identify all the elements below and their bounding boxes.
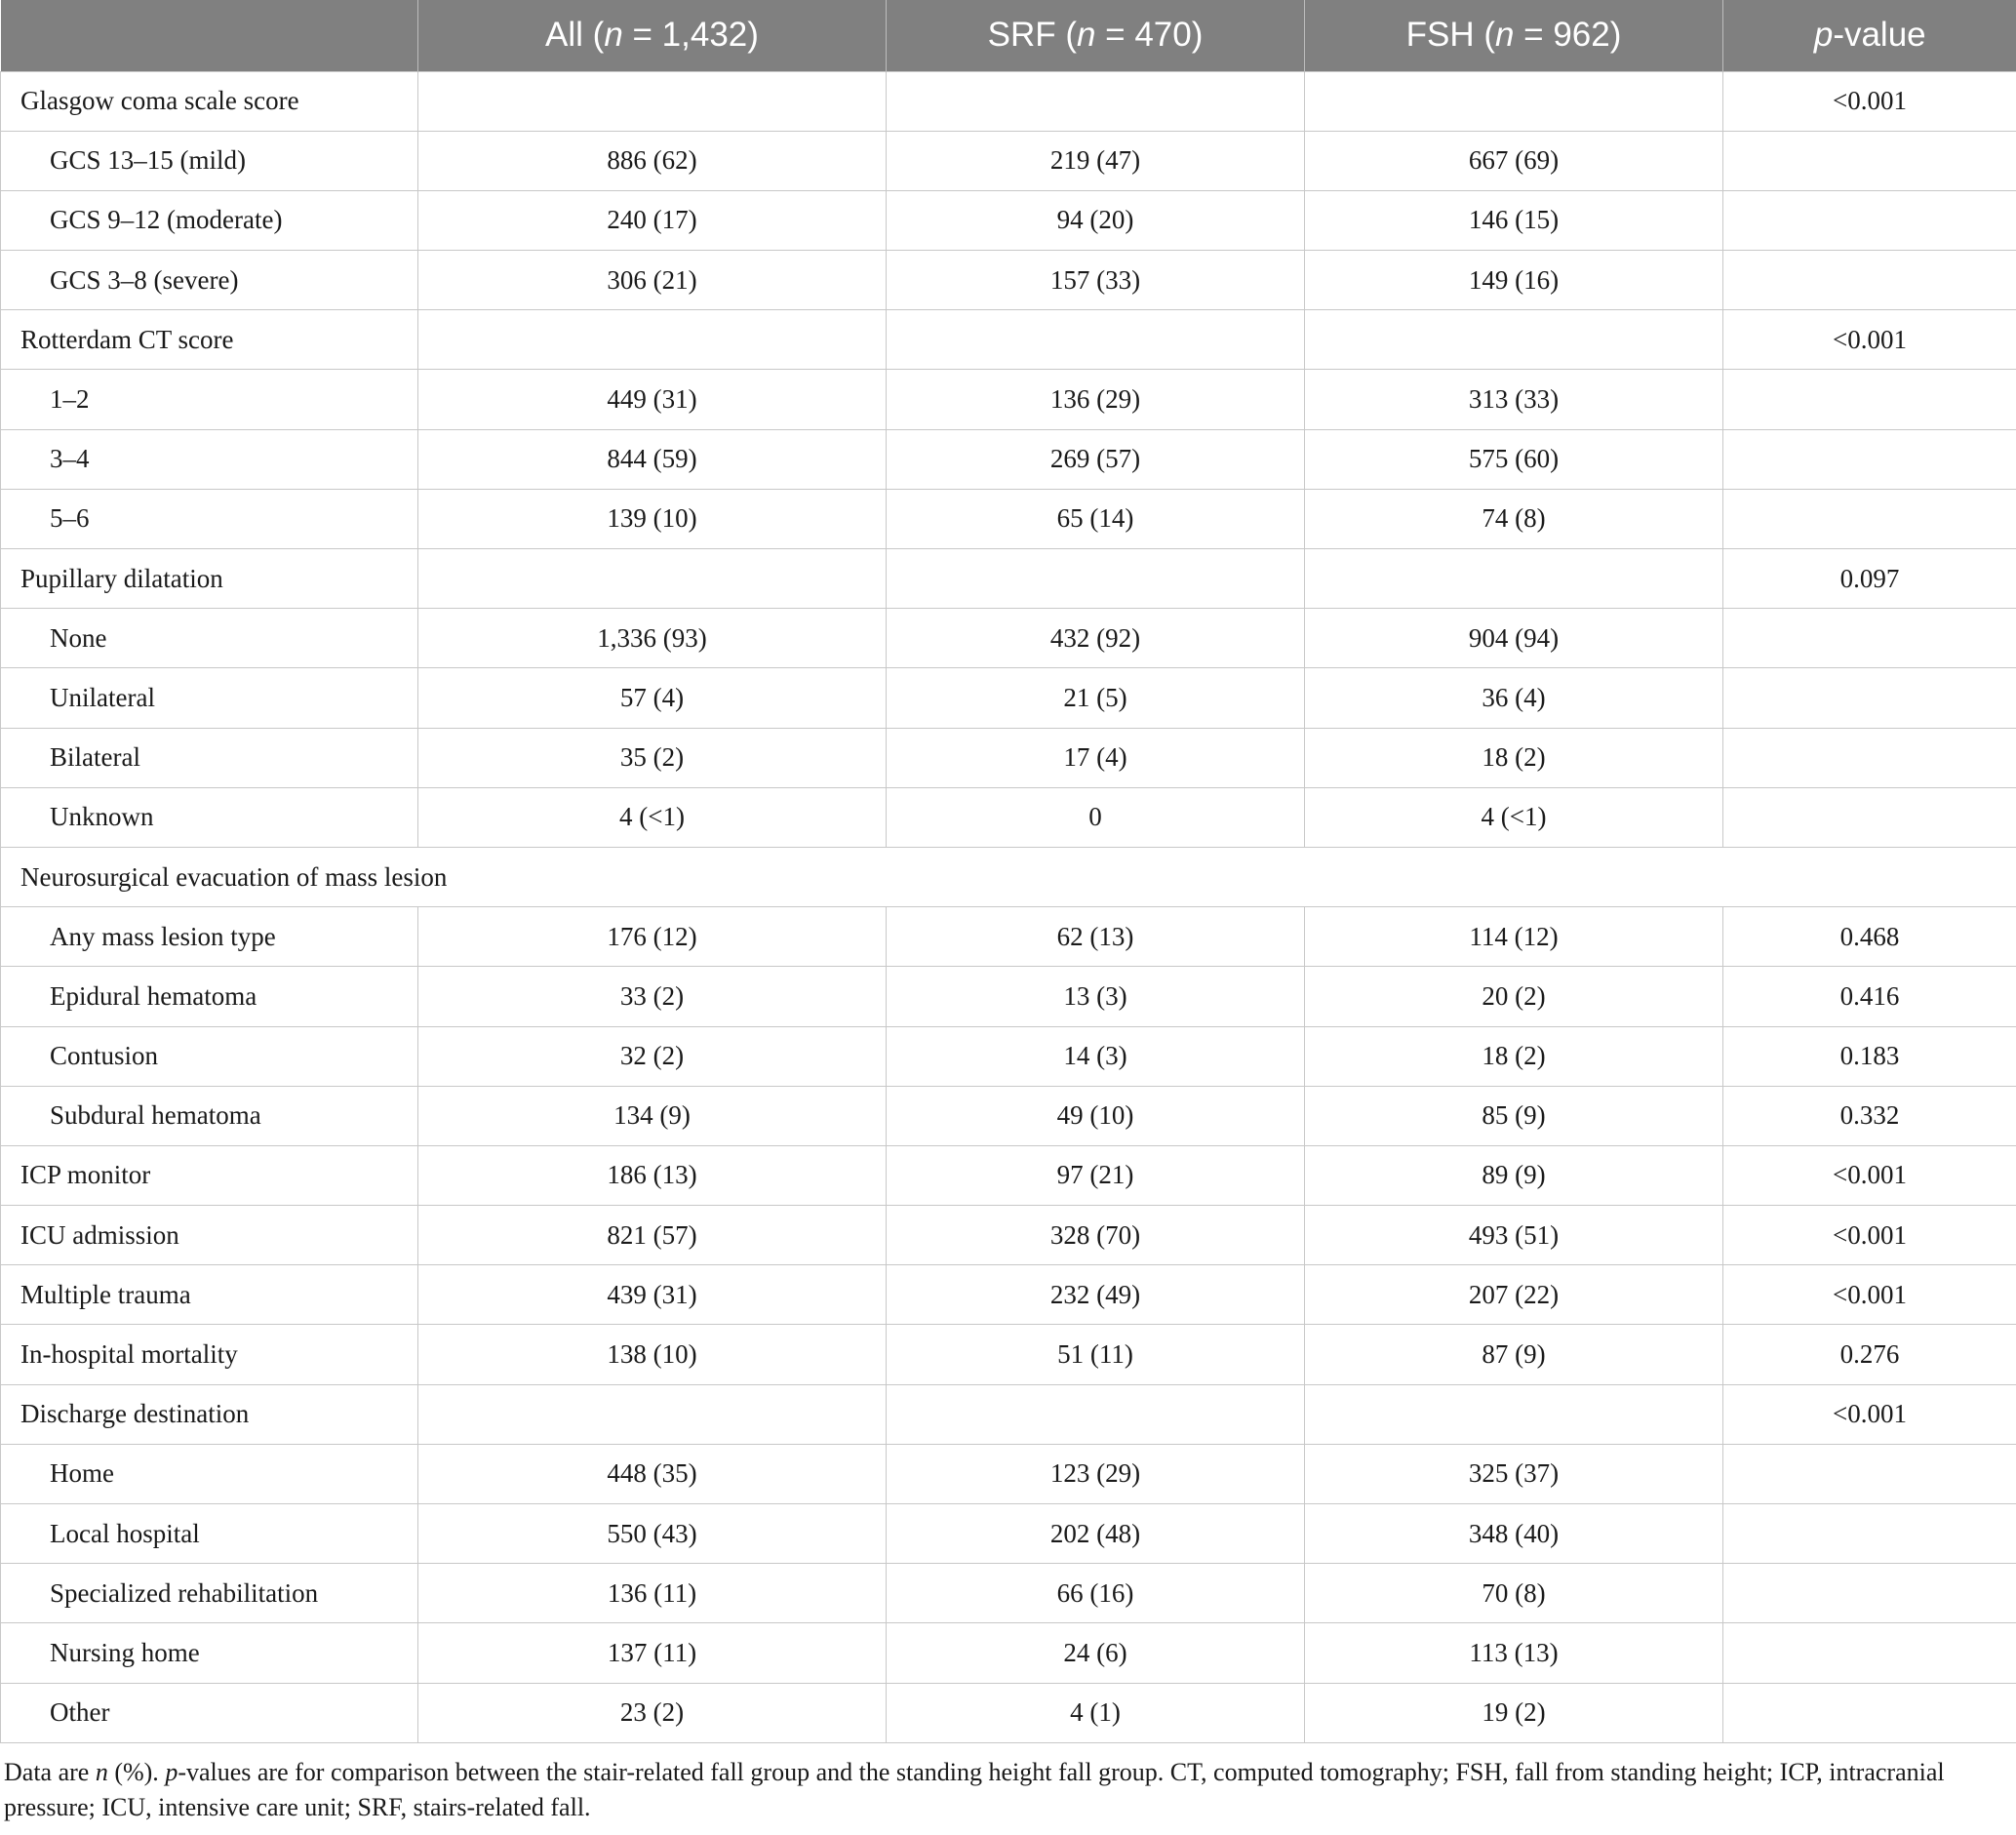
- cell-p-value: [1723, 728, 2016, 787]
- cell-p-value: <0.001: [1723, 1145, 2016, 1205]
- cell-all: 1,336 (93): [418, 609, 887, 668]
- cell-srf: 94 (20): [887, 190, 1305, 250]
- table-row: [1, 1564, 2016, 1623]
- cell-all: 35 (2): [418, 728, 887, 787]
- cell-all: 137 (11): [418, 1623, 887, 1683]
- row-label: Subdural hematoma: [1, 1086, 418, 1145]
- table-row: [1, 489, 2016, 548]
- cell-all: 240 (17): [418, 190, 887, 250]
- cell-srf: 432 (92): [887, 609, 1305, 668]
- row-label: 1–2: [1, 370, 418, 429]
- cell-fsh: 114 (12): [1305, 907, 1723, 967]
- cell-p-value: [1723, 251, 2016, 310]
- table-row: [1, 131, 2016, 190]
- table-row: [1, 370, 2016, 429]
- cell-p-value: [1723, 668, 2016, 728]
- row-label: None: [1, 609, 418, 668]
- cell-srf: 66 (16): [887, 1564, 1305, 1623]
- table-row: [1, 907, 2016, 967]
- row-label: Neurosurgical evacuation of mass lesion: [1, 847, 2016, 906]
- cell-fsh: [1305, 71, 1723, 131]
- cell-srf: [887, 71, 1305, 131]
- cell-p-value: 0.332: [1723, 1086, 2016, 1145]
- cell-all: 23 (2): [418, 1683, 887, 1742]
- cell-fsh: 18 (2): [1305, 1026, 1723, 1086]
- cell-p-value: [1723, 787, 2016, 847]
- row-label: Unknown: [1, 787, 418, 847]
- cell-fsh: 85 (9): [1305, 1086, 1723, 1145]
- table-row: [1, 190, 2016, 250]
- cell-fsh: 19 (2): [1305, 1683, 1723, 1742]
- cell-srf: 202 (48): [887, 1504, 1305, 1564]
- cell-all: 176 (12): [418, 907, 887, 967]
- cell-srf: [887, 1384, 1305, 1444]
- cell-srf: 24 (6): [887, 1623, 1305, 1683]
- cell-fsh: 313 (33): [1305, 370, 1723, 429]
- cell-fsh: 113 (13): [1305, 1623, 1723, 1683]
- cell-p-value: <0.001: [1723, 1384, 2016, 1444]
- table-row: [1, 787, 2016, 847]
- table-row: [1, 847, 2016, 906]
- cell-fsh: 146 (15): [1305, 190, 1723, 250]
- cell-fsh: 667 (69): [1305, 131, 1723, 190]
- cell-p-value: 0.276: [1723, 1325, 2016, 1384]
- cell-p-value: 0.468: [1723, 907, 2016, 967]
- cell-srf: 65 (14): [887, 489, 1305, 548]
- cell-srf: 232 (49): [887, 1265, 1305, 1325]
- row-label: Rotterdam CT score: [1, 310, 418, 370]
- table-row: [1, 1384, 2016, 1444]
- row-label: 5–6: [1, 489, 418, 548]
- cell-fsh: 89 (9): [1305, 1145, 1723, 1205]
- table-row: [1, 728, 2016, 787]
- header-fsh: FSH (n = 962): [1305, 0, 1723, 71]
- cell-all: [418, 71, 887, 131]
- row-label: ICU admission: [1, 1206, 418, 1265]
- cell-srf: 4 (1): [887, 1683, 1305, 1742]
- row-label: Local hospital: [1, 1504, 418, 1564]
- header-variable: [1, 0, 418, 71]
- cell-p-value: 0.097: [1723, 549, 2016, 609]
- cell-fsh: 904 (94): [1305, 609, 1723, 668]
- cell-fsh: [1305, 1384, 1723, 1444]
- cell-srf: 51 (11): [887, 1325, 1305, 1384]
- cell-p-value: <0.001: [1723, 1265, 2016, 1325]
- row-label: Any mass lesion type: [1, 907, 418, 967]
- row-label: Contusion: [1, 1026, 418, 1086]
- cell-fsh: 348 (40): [1305, 1504, 1723, 1564]
- cell-fsh: 575 (60): [1305, 429, 1723, 489]
- cell-all: [418, 549, 887, 609]
- cell-srf: 97 (21): [887, 1145, 1305, 1205]
- cell-p-value: <0.001: [1723, 1206, 2016, 1265]
- cell-all: 138 (10): [418, 1325, 887, 1384]
- cell-p-value: [1723, 1623, 2016, 1683]
- cell-p-value: 0.183: [1723, 1026, 2016, 1086]
- header-srf: SRF (n = 470): [887, 0, 1305, 71]
- row-label: GCS 9–12 (moderate): [1, 190, 418, 250]
- table-row: [1, 1683, 2016, 1742]
- cell-p-value: [1723, 190, 2016, 250]
- cell-fsh: 36 (4): [1305, 668, 1723, 728]
- cell-all: [418, 310, 887, 370]
- cell-p-value: [1723, 609, 2016, 668]
- cell-srf: 21 (5): [887, 668, 1305, 728]
- row-label: Unilateral: [1, 668, 418, 728]
- row-label: Pupillary dilatation: [1, 549, 418, 609]
- cell-all: 139 (10): [418, 489, 887, 548]
- cell-fsh: [1305, 310, 1723, 370]
- cell-p-value: [1723, 1504, 2016, 1564]
- cell-fsh: 18 (2): [1305, 728, 1723, 787]
- row-label: GCS 3–8 (severe): [1, 251, 418, 310]
- table-row: [1, 1206, 2016, 1265]
- cell-all: 844 (59): [418, 429, 887, 489]
- cell-all: 886 (62): [418, 131, 887, 190]
- cell-srf: 157 (33): [887, 251, 1305, 310]
- cell-p-value: [1723, 429, 2016, 489]
- table-row: [1, 967, 2016, 1026]
- table-row: [1, 1623, 2016, 1683]
- row-label: Specialized rehabilitation: [1, 1564, 418, 1623]
- row-label: Other: [1, 1683, 418, 1742]
- row-label: Discharge destination: [1, 1384, 418, 1444]
- table-row: [1, 251, 2016, 310]
- cell-p-value: [1723, 1683, 2016, 1742]
- cell-srf: 123 (29): [887, 1444, 1305, 1503]
- table-row: [1, 1444, 2016, 1503]
- cell-all: 32 (2): [418, 1026, 887, 1086]
- cell-all: 134 (9): [418, 1086, 887, 1145]
- cell-fsh: 70 (8): [1305, 1564, 1723, 1623]
- table-row: [1, 668, 2016, 728]
- table-header: [1, 0, 2016, 71]
- table-row: [1, 549, 2016, 609]
- table-row: [1, 1325, 2016, 1384]
- row-label: Epidural hematoma: [1, 967, 418, 1026]
- table-row: [1, 71, 2016, 131]
- cell-p-value: [1723, 131, 2016, 190]
- table-row: [1, 1086, 2016, 1145]
- cell-fsh: 493 (51): [1305, 1206, 1723, 1265]
- cell-srf: 269 (57): [887, 429, 1305, 489]
- cell-fsh: 74 (8): [1305, 489, 1723, 548]
- header-p-value: p-value: [1813, 16, 1926, 55]
- cell-all: 4 (<1): [418, 787, 887, 847]
- table-footnote: Data are n (%). p-values are for comparison between the stair-related fall group and the standing height fall group. CT, computed tomography; FSH, fall from standing height; ICP, intracranial pressure; ICU, intensive care unit; SRF, stairs-related fall.: [4, 1758, 1945, 1821]
- cell-p-value: [1723, 370, 2016, 429]
- cell-fsh: [1305, 549, 1723, 609]
- row-label: Home: [1, 1444, 418, 1503]
- cell-all: [418, 1384, 887, 1444]
- table-row: [1, 1504, 2016, 1564]
- cell-p-value: 0.416: [1723, 967, 2016, 1026]
- cell-all: 306 (21): [418, 251, 887, 310]
- row-label: Nursing home: [1, 1623, 418, 1683]
- cell-srf: [887, 310, 1305, 370]
- cell-srf: 62 (13): [887, 907, 1305, 967]
- row-label: GCS 13–15 (mild): [1, 131, 418, 190]
- cell-all: 550 (43): [418, 1504, 887, 1564]
- cell-p-value: <0.001: [1723, 71, 2016, 131]
- row-label: Bilateral: [1, 728, 418, 787]
- cell-p-value: [1723, 489, 2016, 548]
- cell-fsh: 87 (9): [1305, 1325, 1723, 1384]
- cell-all: 136 (11): [418, 1564, 887, 1623]
- row-label: Multiple trauma: [1, 1265, 418, 1325]
- cell-srf: 219 (47): [887, 131, 1305, 190]
- cell-srf: 328 (70): [887, 1206, 1305, 1265]
- cell-srf: 0: [887, 787, 1305, 847]
- row-label: Glasgow coma scale score: [1, 71, 418, 131]
- row-label: 3–4: [1, 429, 418, 489]
- cell-srf: 13 (3): [887, 967, 1305, 1026]
- cell-all: 439 (31): [418, 1265, 887, 1325]
- cell-all: 57 (4): [418, 668, 887, 728]
- cell-p-value: [1723, 1444, 2016, 1503]
- cell-p-value: [1723, 1564, 2016, 1623]
- cell-all: 448 (35): [418, 1444, 887, 1503]
- header-row: [1, 0, 2016, 71]
- table-row: [1, 1265, 2016, 1325]
- cell-fsh: 20 (2): [1305, 967, 1723, 1026]
- table-row: [1, 429, 2016, 489]
- table-row: [1, 1145, 2016, 1205]
- cell-all: 449 (31): [418, 370, 887, 429]
- cell-srf: 49 (10): [887, 1086, 1305, 1145]
- table-row: [1, 609, 2016, 668]
- cell-srf: 17 (4): [887, 728, 1305, 787]
- cell-fsh: 325 (37): [1305, 1444, 1723, 1503]
- cell-srf: 14 (3): [887, 1026, 1305, 1086]
- cell-fsh: 149 (16): [1305, 251, 1723, 310]
- table-row: [1, 1026, 2016, 1086]
- table-row: [1, 310, 2016, 370]
- row-label: ICP monitor: [1, 1145, 418, 1205]
- table-body: [1, 71, 2016, 1742]
- cell-all: 33 (2): [418, 967, 887, 1026]
- cell-fsh: 4 (<1): [1305, 787, 1723, 847]
- cell-fsh: 207 (22): [1305, 1265, 1723, 1325]
- row-label: In-hospital mortality: [1, 1325, 418, 1384]
- header-all: All (n = 1,432): [418, 0, 887, 71]
- cell-srf: [887, 549, 1305, 609]
- cell-all: 821 (57): [418, 1206, 887, 1265]
- cell-p-value: <0.001: [1723, 310, 2016, 370]
- cell-all: 186 (13): [418, 1145, 887, 1205]
- cell-srf: 136 (29): [887, 370, 1305, 429]
